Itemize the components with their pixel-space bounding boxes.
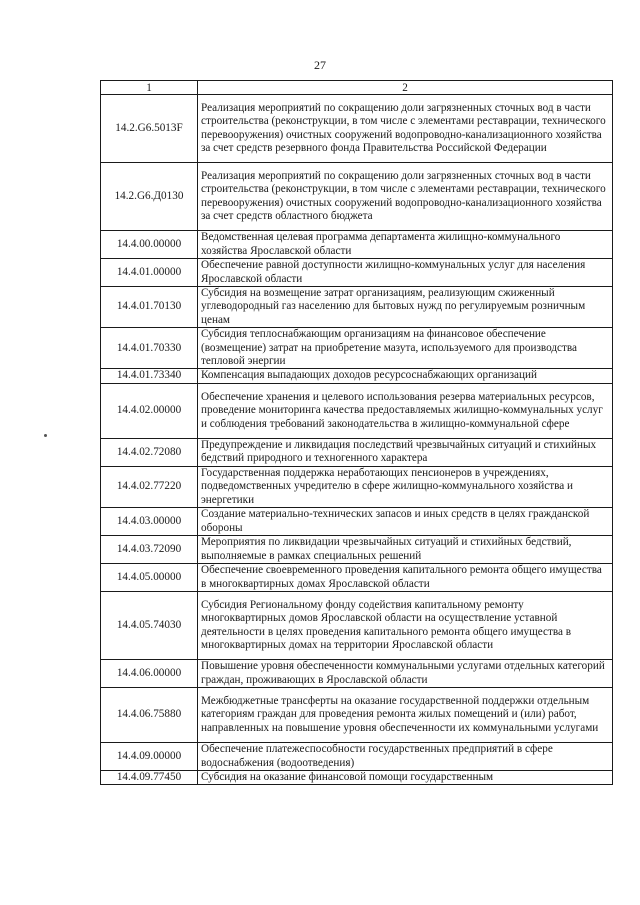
- row-code: 14.4.03.00000: [101, 508, 198, 536]
- table-row: [101, 660, 613, 688]
- row-description: Межбюджетные трансферты на оказание государственной поддержки отдельным категориям граждан для проведения ремонта жилых помещений и (или) работ, направленных на повышение уровня обеспеченности их коммунальными услугами: [198, 688, 613, 743]
- row-code: 14.4.09.77450: [101, 771, 198, 785]
- table-row: [101, 466, 613, 507]
- row-description: Государственная поддержка неработающих пенсионеров в учреждениях, подведомственных учредителю в сфере жилищно-коммунального хозяйства и энергетики: [198, 466, 613, 507]
- row-code: 14.4.03.72090: [101, 536, 198, 564]
- table-row: [101, 536, 613, 564]
- row-description: Предупреждение и ликвидация последствий чрезвычайных ситуаций и стихийных бедствий природного и техногенного характера: [198, 438, 613, 466]
- row-code: 14.4.06.75880: [101, 688, 198, 743]
- row-description: Обеспечение равной доступности жилищно-коммунальных услуг для населения Ярославской области: [198, 259, 613, 287]
- table-row: [101, 564, 613, 592]
- stray-mark: [44, 434, 47, 437]
- row-description: Ведомственная целевая программа департамента жилищно-коммунального хозяйства Ярославской области: [198, 231, 613, 259]
- row-description: Создание материально-технических запасов и иных средств в целях гражданской обороны: [198, 508, 613, 536]
- row-code: 14.4.01.00000: [101, 259, 198, 287]
- table-row: [101, 328, 613, 369]
- row-code: 14.4.01.73340: [101, 369, 198, 383]
- table-row: [101, 508, 613, 536]
- row-code: 14.4.06.00000: [101, 660, 198, 688]
- table-row: [101, 259, 613, 287]
- table-row: [101, 95, 613, 163]
- row-description: Компенсация выпадающих доходов ресурсоснабжающих организаций: [198, 369, 613, 383]
- table-row: [101, 163, 613, 231]
- row-description: Реализация мероприятий по сокращению доли загрязненных сточных вод в части строительства (реконструкции, в том числе с элементами реставрации, технического перевооружения) очистных сооружений водопроводно-канализационного хозяйства за счет средств резервного фонда Правительства Российской Федерации: [198, 95, 613, 163]
- row-code: 14.2.G6.Д0130: [101, 163, 198, 231]
- table-row: [101, 383, 613, 438]
- column-header-code: 1: [101, 81, 198, 95]
- table-row: [101, 743, 613, 771]
- row-description: Обеспечение хранения и целевого использования резерва материальных ресурсов, проведение мониторинга качества предоставляемых жилищно-коммунальных услуг и соблюдения требований законодательства в жилищно-коммунальной сфере: [198, 383, 613, 438]
- page-number: 27: [314, 58, 326, 72]
- row-code: 14.4.02.72080: [101, 438, 198, 466]
- row-code: 14.4.02.77220: [101, 466, 198, 507]
- row-description: Субсидия на возмещение затрат организациям, реализующим сжиженный углеводородный газ населению для бытовых нужд по регулируемым розничным ценам: [198, 287, 613, 328]
- row-description: Повышение уровня обеспеченности коммунальными услугами отдельных категорий граждан, проживающих в Ярославской области: [198, 660, 613, 688]
- row-code: 14.4.09.00000: [101, 743, 198, 771]
- table-row: [101, 771, 613, 785]
- column-header-description: 2: [198, 81, 613, 95]
- row-code: 14.4.01.70330: [101, 328, 198, 369]
- table-header-row: [101, 81, 613, 95]
- table-row: [101, 592, 613, 660]
- row-code: 14.4.05.74030: [101, 592, 198, 660]
- row-description: Субсидия Региональному фонду содействия капитальному ремонту многоквартирных домов Ярославской области на осуществление уставной деятельности в целях проведения капитального ремонта общего имущества в многоквартирных домах на территории Ярославской области: [198, 592, 613, 660]
- row-description: Обеспечение платежеспособности государственных предприятий в сфере водоснабжения (водоотведения): [198, 743, 613, 771]
- table-row: [101, 231, 613, 259]
- row-description: Субсидия на оказание финансовой помощи государственным: [198, 771, 613, 785]
- table-row: [101, 438, 613, 466]
- row-description: Мероприятия по ликвидации чрезвычайных ситуаций и стихийных бедствий, выполняемые в рамках специальных решений: [198, 536, 613, 564]
- row-code: 14.4.05.00000: [101, 564, 198, 592]
- row-description: Субсидия теплоснабжающим организациям на финансовое обеспечение (возмещение) затрат на приобретение мазута, используемого для производства тепловой энергии: [198, 328, 613, 369]
- classification-table: [100, 80, 613, 785]
- row-code: 14.4.01.70130: [101, 287, 198, 328]
- table-row: [101, 688, 613, 743]
- table-row: [101, 287, 613, 328]
- table-row: [101, 369, 613, 383]
- row-description: Обеспечение своевременного проведения капитального ремонта общего имущества в многоквартирных домах Ярославской области: [198, 564, 613, 592]
- row-description: Реализация мероприятий по сокращению доли загрязненных сточных вод в части строительства (реконструкции, в том числе с элементами реставрации, технического перевооружения) очистных сооружений водопроводно-канализационного хозяйства за счет средств областного бюджета: [198, 163, 613, 231]
- row-code: 14.4.00.00000: [101, 231, 198, 259]
- row-code: 14.2.G6.5013F: [101, 95, 198, 163]
- row-code: 14.4.02.00000: [101, 383, 198, 438]
